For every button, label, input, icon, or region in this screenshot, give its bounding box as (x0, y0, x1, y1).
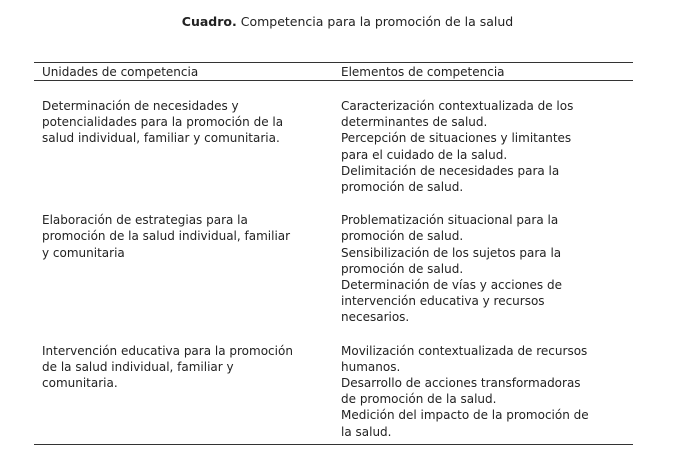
unit-cell (34, 98, 333, 195)
table-bottom-rule (34, 444, 633, 445)
table-row (34, 98, 633, 195)
unit-text: Intervención educativa para la promoción de la salud individual, familiar y comunitaria. (42, 343, 293, 391)
header-elements: Elementos de competencia (341, 65, 505, 79)
elements-cell (333, 343, 633, 440)
competency-table (34, 62, 633, 445)
caption-title: Competencia para la promoción de la salud (240, 14, 514, 29)
unit-text: Determinación de necesidades y potencialidades para la promoción de la salud individual, familiar y comunitaria. (42, 99, 284, 146)
elements-cell (333, 98, 633, 195)
table-header-row (34, 63, 633, 80)
element-item: Desarrollo de acciones transformadoras de promoción de la salud. (341, 376, 581, 407)
unit-text: Elaboración de estrategias para la promoción de la salud individual, familiar y comunitaria (42, 213, 291, 260)
header-units: Unidades de competencia (42, 65, 199, 79)
element-item: Caracterización contextualizada de los determinantes de salud. (341, 99, 574, 130)
element-item: Sensibilización de los sujetos para la promoción de salud. (341, 245, 562, 276)
table-row (34, 212, 633, 325)
table-header-rule (34, 80, 633, 81)
unit-cell (34, 212, 333, 325)
element-item: Movilización contextualizada de recursos humanos. (341, 343, 588, 374)
table-row (34, 343, 633, 440)
table-caption (0, 14, 695, 30)
element-item: Percepción de situaciones y limitantes para el cuidado de la salud. (341, 131, 572, 162)
element-item: Determinación de vías y acciones de intervención educativa y recursos necesarios. (341, 278, 562, 325)
caption-label: Cuadro. (181, 14, 237, 29)
unit-cell (34, 343, 333, 440)
elements-cell (333, 212, 633, 325)
element-item: Delimitación de necesidades para la promoción de salud. (341, 163, 560, 195)
element-item: Problematización situacional para la promoción de salud. (341, 213, 559, 244)
element-item: Medición del impacto de la promoción de la salud. (341, 408, 589, 439)
